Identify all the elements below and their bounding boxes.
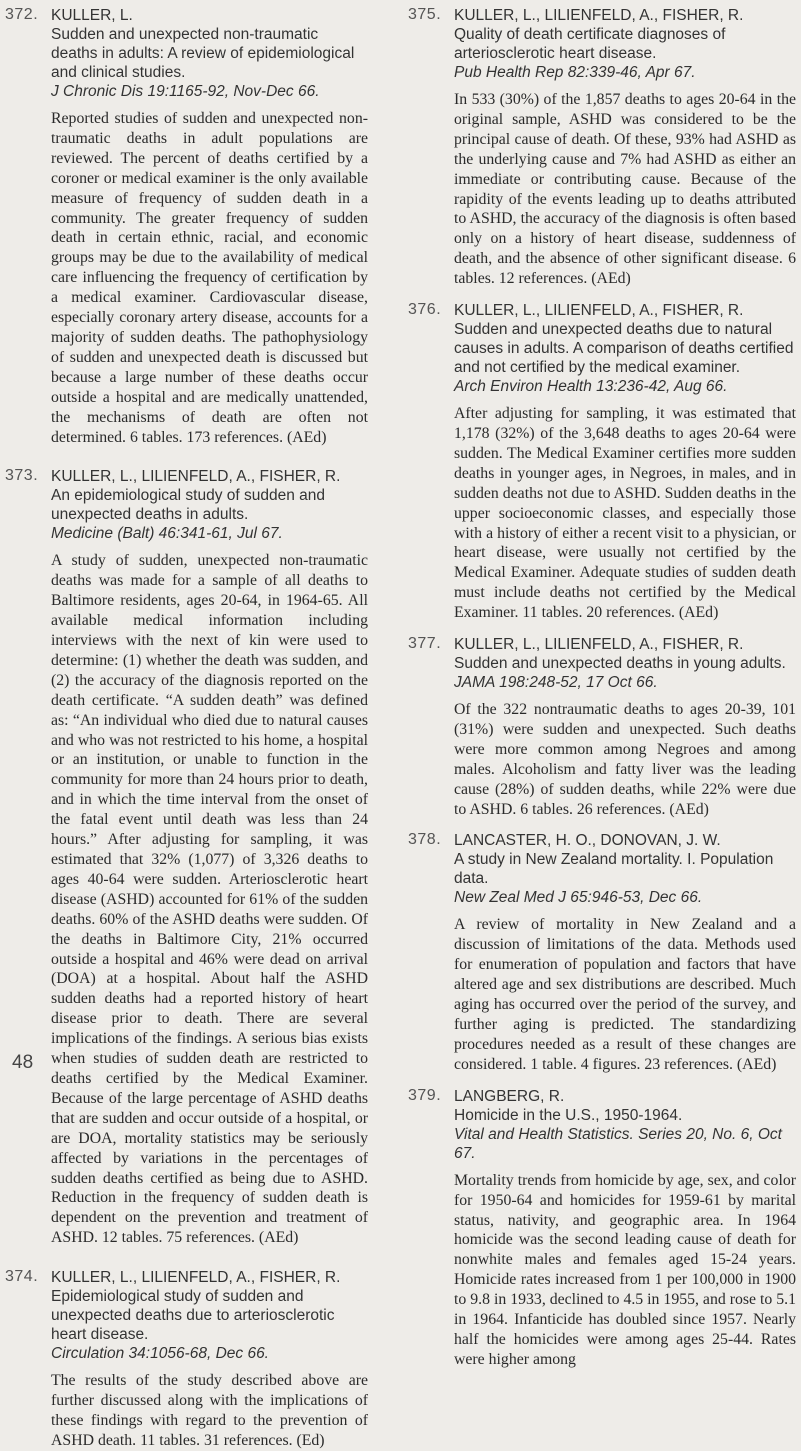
- entry-375: [408, 6, 796, 289]
- entry-number: 374.: [5, 1268, 39, 1286]
- entry-373: [5, 467, 368, 1248]
- entry-number: 379.: [408, 1086, 442, 1104]
- entry-number: 376.: [408, 301, 442, 319]
- entry-abstract: Mortality trends from homicide by age, sex, and color for 1950-64 and homicides for 1959-61 by marital status, nativity, and geographic area. In 1964 homicide was the second leading cause of death for nonwhite males and females aged 15-24 years. Homicide rates increased from 1 per 100,000 in 1900 to 9.8 in 1933, declined to 4.5 in 1955, and rose to 5.1 in 1964. Infanticide has doubled since 1957. Nearly half the homicides were among ages 25-44. Rates were higher among: [454, 1171, 796, 1368]
- entry-author: KULLER, L., LILIENFELD, A., FISHER, R.: [51, 1269, 341, 1287]
- entry-citation: Medicine (Balt) 46:341-61, Jul 67.: [51, 525, 283, 543]
- entry-abstract: Of the 322 nontraumatic deaths to ages 20-39, 101 (31%) were sudden and unexpected. Such deaths were more common among Negroes and among males. Alcoholism and fatty liver was the leading cause (28%) of sudden deaths, while 22% were due to ASHD. 6 tables. 26 references. (AEd): [454, 701, 796, 818]
- entry-author: KULLER, L., LILIENFELD, A., FISHER, R.: [454, 302, 744, 320]
- entry-author: KULLER, L., LILIENFELD, A., FISHER, R.: [51, 468, 341, 486]
- entry-378: [408, 831, 796, 1074]
- entry-author: LANCASTER, H. O., DONOVAN, J. W.: [454, 832, 721, 850]
- entry-title: An epidemiological study of sudden and unexpected deaths in adults.: [51, 487, 326, 524]
- left-column: [5, 6, 368, 1451]
- entry-abstract: The results of the study described above are further discussed along with the implications of these findings with regard to the prevention of ASHD death. 11 tables. 31 references. (Ed): [51, 1372, 368, 1449]
- entry-title: Quality of death certificate diagnoses of arteriosclerotic heart disease.: [454, 26, 726, 62]
- entry-abstract: Reported studies of sudden and unexpected non-traumatic deaths in adult populations are reviewed. The percent of deaths certified by a coroner or medical examiner is the only available measure of frequency of sudden death in a community. The greater frequency of sudden death in certain ethnic, racial, and economic groups may be due to the availability of medical care influencing the frequency of certification by a medical examiner. Cardiovascular disease, especially coronary artery disease, accounts for a majority of sudden deaths. The pathophysiology of sudden and unexpected death is discussed but because a large number of these deaths occur outside a hospital and are medically unattended, the mechanisms of death are often not determined. 6 tables. 173 references. (AEd): [51, 110, 368, 446]
- entry-number: 372.: [5, 6, 39, 23]
- entry-372: [5, 6, 368, 447]
- entry-374: [5, 1268, 368, 1451]
- entry-abstract: In 533 (30%) of the 1,857 deaths to ages 20-64 in the original sample, ASHD was considered to be the principal cause of death. Of these, 93% had ASHD as the underlying cause and 7% had ASHD as either an immediate or contributing cause. Because of the rapidity of the events leading up to deaths attributed to ASHD, the accuracy of the diagnosis is often based only on a history of heart disease, suddenness of death, and the absence of other significant disease. 6 tables. 12 references. (AEd): [454, 91, 796, 288]
- entry-377: [408, 635, 796, 819]
- right-column: [408, 6, 796, 1370]
- entry-citation: J Chronic Dis 19:1165-92, Nov-Dec 66.: [51, 83, 320, 100]
- entry-title: Homicide in the U.S., 1950-1964.: [454, 1106, 683, 1124]
- entry-abstract: A study of sudden, unexpected non-traumatic deaths was made for a sample of all deaths to Baltimore residents, ages 20-64, in 1964-65. All available medical information including interviews with the next of kin were used to determine: (1) whether the death was sudden, and (2) the accuracy of the diagnosis reported on the death certificate. “A sudden death” was defined as: “An individual who died due to natural causes and who was not restricted to his home, a hospital or an institution, or unable to function in the community for more than 24 hours prior to death, and in which the time interval from the onset of the fatal event until death was less than 24 hours.” After adjusting for sampling, it was estimated that 32% (1,077) of 3,326 deaths to ages 40-64 were sudden. Arteriosclerotic heart disease (ASHD) accounted for 61% of the sudden deaths. 60% of the ASHD deaths were sudden. Of the deaths in Baltimore City, 21% occurred outside a hospital and 46% were dead on arrival (DOA) at a hospital. About half the ASHD sudden deaths had a reported history of heart disease prior to death. There are several implications of the findings. A serious bias exists when studies of sudden death are restricted to deaths certified by the Medical Examiner. Because of the large percentage of ASHD deaths that are sudden and occur outside of a hospital, or are DOA, mortality statistics may be seriously affected by variations in the percentages of sudden deaths certified as being due to ASHD. Reduction in the frequency of sudden death is dependent on the prevention and treatment of ASHD. 12 tables. 75 references. (AEd): [51, 552, 368, 1247]
- entry-379: [408, 1087, 796, 1370]
- entry-title: Sudden and unexpected deaths due to natural causes in adults. A comparison of deaths certified and not certified by the medical examiner.: [454, 321, 794, 377]
- entry-title: Sudden and unexpected non-traumatic deaths in adults: A review of epidemiological and clinical studies.: [51, 26, 355, 81]
- entry-author: KULLER, L., LILIENFELD, A., FISHER, R.: [454, 7, 744, 24]
- entry-citation: Arch Environ Health 13:236-42, Aug 66.: [454, 378, 728, 396]
- entry-abstract: After adjusting for sampling, it was estimated that 1,178 (32%) of the 3,648 deaths to ages 20-64 were sudden. The Medical Examiner certifies more sudden deaths in younger ages, in Negroes, in males, and in sudden deaths not due to ASHD. Sudden deaths in the upper socioeconomic classes, and especially those with a history of either a recent visit to a physician, or heart disease, were usually not certified by the Medical Examiner. Adequate studies of sudden death must include deaths not certified by the Medical Examiner. 11 tables. 20 references. (AEd): [454, 405, 796, 622]
- entry-number: 373.: [5, 467, 39, 485]
- entry-number: 378.: [408, 831, 442, 849]
- entry-number: 375.: [408, 6, 442, 23]
- entry-author: LANGBERG, R.: [454, 1087, 565, 1105]
- entry-number: 377.: [408, 635, 442, 653]
- page-number: 48: [12, 1052, 34, 1073]
- entry-title: Sudden and unexpected deaths in young adults.: [454, 655, 786, 673]
- entry-citation: Circulation 34:1056-68, Dec 66.: [51, 1345, 269, 1363]
- entry-citation: JAMA 198:248-52, 17 Oct 66.: [454, 674, 658, 692]
- entry-author: KULLER, L., LILIENFELD, A., FISHER, R.: [454, 636, 744, 654]
- entry-citation: Vital and Health Statistics. Series 20, No. 6, Oct 67.: [454, 1125, 782, 1162]
- entry-citation: New Zeal Med J 65:946-53, Dec 66.: [454, 889, 703, 907]
- entry-title: Epidemiological study of sudden and unexpected deaths due to arteriosclerotic heart disease.: [51, 1288, 335, 1344]
- entry-citation: Pub Health Rep 82:339-46, Apr 67.: [454, 64, 696, 81]
- entry-author: KULLER, L.: [51, 7, 133, 24]
- entry-title: A study in New Zealand mortality. I. Population data.: [454, 851, 774, 888]
- entry-376: [408, 301, 796, 623]
- entry-abstract: A review of mortality in New Zealand and a discussion of limitations of the data. Methods used for enumeration of population and factors that have altered age and sex distributions are described. Much aging has occurred over the period of the survey, and further aging is predicted. The standardizing procedures needed as a result of these changes are considered. 1 table. 4 figures. 23 references. (AEd): [454, 916, 796, 1073]
